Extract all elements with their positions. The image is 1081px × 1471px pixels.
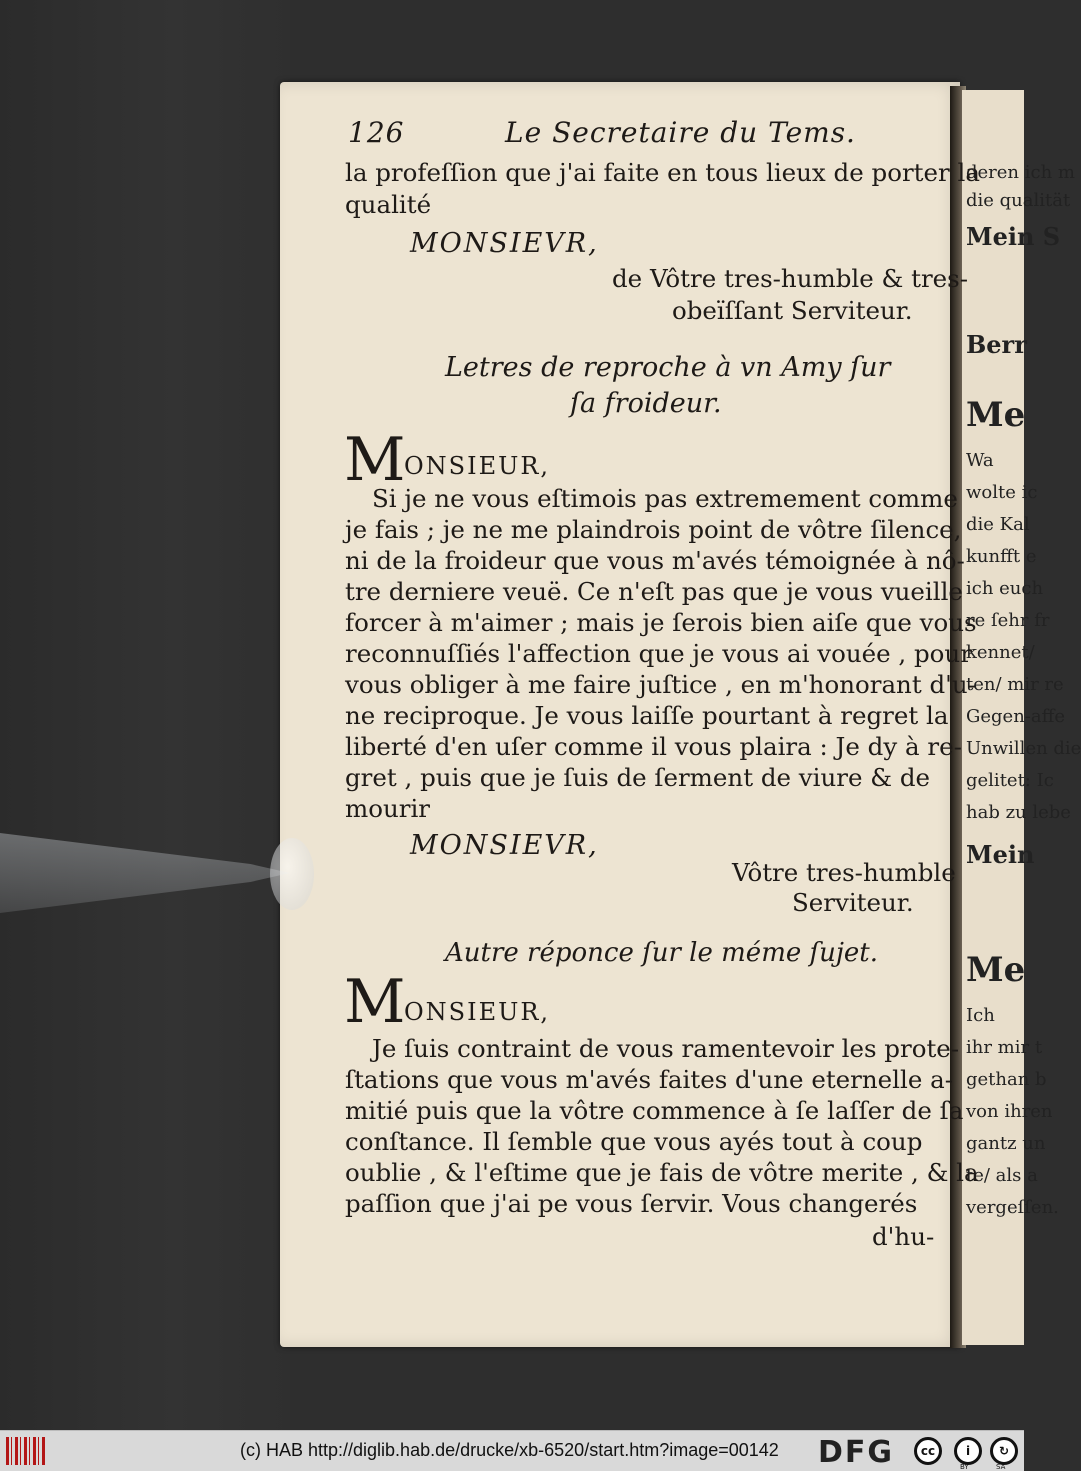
barcode-icon [6,1437,46,1465]
next-page-line: Unwillen die [966,738,1081,759]
next-page-line: von ihren [966,1101,1053,1122]
text-line: reconnuſſiés l'affection que je vous ai vouée , pour [345,639,972,668]
next-page-line: kennet/ [966,642,1035,663]
next-page-line: Me [966,950,1026,990]
text-line: je fais ; je ne me plaindrois point de vôtre ſilence, [345,515,962,544]
next-page-line: hab zu lebe [966,802,1071,823]
running-title: Le Secretaire du Tems. [505,116,856,149]
letter-title: Autre réponce ſur le méme ſujet. [445,938,879,968]
dfg-logo: DFG [818,1435,895,1470]
next-page-line: gelitet: Ic [966,770,1054,791]
copyright-link[interactable]: (c) HAB http://diglib.hab.de/drucke/xb-6520/start.htm?image=00142 [240,1440,779,1460]
signoff-line: Vôtre tres-humble [732,858,956,887]
next-page-line: ten/ mir re [966,674,1064,695]
drop-cap: M [344,425,406,495]
text-line: ni de la froideur que vous m'avés témoignée à nô- [345,546,965,575]
next-page-line: Berr [966,330,1027,359]
text-line: mourir [345,794,431,823]
next-page-line: te/ als a [966,1165,1038,1186]
salutation: MONSIEVR, [410,830,599,861]
text-line: conſtance. Il ſemble que vous ayés tout à coup [345,1127,923,1156]
next-page-line: die Kal [966,514,1030,535]
next-page-line: wolte ic [966,482,1038,503]
salutation: MONSIEVR, [410,228,599,259]
signoff-line: de Vôtre tres-humble & tres- [612,264,969,293]
cc-icon: cc [914,1437,942,1465]
footer-bar [0,1430,1024,1471]
opening-word: ONSIEUR, [404,452,551,480]
text-line: liberté d'en uſer comme il vous plaira : Je dy à re- [345,732,962,761]
by-label: BY [960,1463,969,1471]
next-page-line: Mein [966,840,1035,869]
text-line: oublie , & l'eſtime que je fais de vôtre merite , & la [345,1158,979,1187]
next-page-line: kunfft e [966,546,1037,567]
signoff-line: obeïſſant Serviteur. [672,296,913,325]
page-number: 126 [348,116,405,149]
text-line: qualité [345,190,432,219]
next-page-line: deren ich m [966,162,1075,183]
next-page-line: Ich [966,1005,995,1026]
page-clamp [0,790,320,950]
text-line: vous obliger à me faire juſtice , en m'honorant d'u- [345,670,976,699]
text-line: la profeſſion que j'ai faite en tous lieux de porter la [345,158,980,187]
by-icon: i [954,1437,982,1465]
text-line: ſtations que vous m'avés faites d'une eternelle a- [345,1065,954,1094]
facing-page-fragment [962,90,1081,1345]
next-page-line: gantz un [966,1133,1046,1154]
text-line: tre derniere veuë. Ce n'eſt pas que je vous vueille [345,577,963,606]
sa-icon: ↻ [990,1437,1018,1465]
next-page-line: vergeſſen. [966,1197,1059,1218]
text-line: Si je ne vous eſtimois pas extremement comme [372,484,958,513]
next-page-line: ich euch [966,578,1044,599]
letter-title: ſa froideur. [570,388,722,419]
next-page-line: re ſehr fr [966,610,1050,631]
opening-word: ONSIEUR, [404,998,551,1026]
text-line: paſſion que j'ai pe vous ſervir. Vous changerés [345,1189,918,1218]
text-line: mitié puis que la vôtre commence à ſe laſſer de ſa [345,1096,964,1125]
next-page-line: Gegen-affe [966,706,1066,727]
sa-label: SA [996,1463,1006,1471]
letter-title: Letres de reproche à vn Amy ſur [445,352,891,383]
next-page-line: ihr mir t [966,1037,1043,1058]
next-page-line: Me [966,395,1026,435]
drop-cap: M [344,967,406,1037]
text-line: ne reciproque. Je vous laiſſe pourtant à regret la [345,701,949,730]
scanner-background [0,0,290,1430]
next-page-line: Mein S [966,222,1061,251]
next-page-line: gethan b [966,1069,1047,1090]
next-page-line: die qualität [966,190,1071,211]
catchword: d'hu- [872,1222,935,1251]
text-line: forcer à m'aimer ; mais je ſerois bien aiſe que vous [345,608,977,637]
text-line: Je ſuis contraint de vous ramentevoir les prote- [372,1034,960,1063]
signoff-line: Serviteur. [792,888,914,917]
clamp-tip [270,838,314,910]
text-line: gret , puis que je ſuis de ſerment de viure & de [345,763,931,792]
next-page-line: Wa [966,450,994,471]
clamp-arm [0,828,290,918]
